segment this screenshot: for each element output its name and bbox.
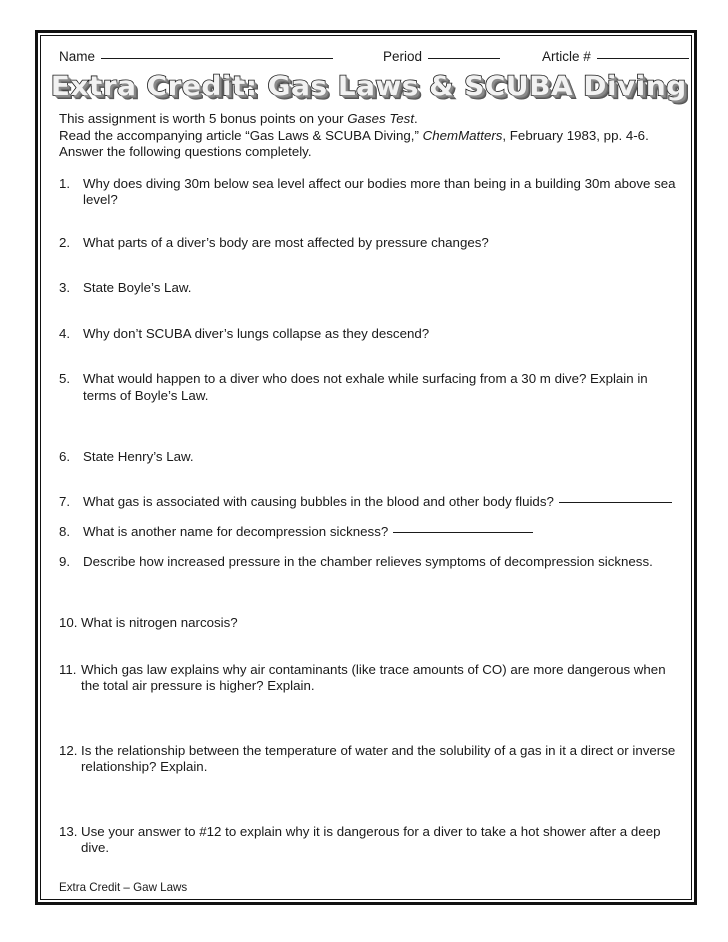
period-blank-line[interactable]: [428, 58, 500, 59]
question-text: [83, 494, 678, 511]
question-prompt: What is another name for decompression sickness?: [83, 524, 389, 539]
question-number: 11.: [59, 661, 77, 677]
student-info-header: [59, 49, 678, 64]
question-prompt: Use your answer to #12 to explain why it is dangerous for a diver to take a hot shower after a deep dive.: [81, 823, 661, 855]
question-item: [59, 371, 678, 404]
question-number: 10.: [59, 615, 78, 630]
question-prompt: Why don’t SCUBA diver’s lungs collapse as they descend?: [83, 325, 430, 341]
question-number: 8.: [59, 524, 71, 539]
question-prompt: Describe how increased pressure in the chamber relieves symptoms of decompression sickness.: [83, 553, 653, 569]
question-number: 9.: [59, 553, 71, 569]
question-number: 2.: [59, 234, 71, 250]
question-prompt: What parts of a diver’s body are most affected by pressure changes?: [83, 234, 489, 250]
instructions-line-1: [59, 111, 678, 128]
footer-text: Extra Credit – Gaw Laws: [59, 881, 188, 894]
question-item: [59, 743, 678, 776]
question-text: [81, 615, 678, 632]
answer-blank-line[interactable]: [559, 502, 672, 503]
question-item: [59, 280, 678, 297]
name-field[interactable]: [59, 49, 333, 64]
gases-test-emphasis: Gases Test: [347, 111, 415, 126]
question-prompt: State Henry’s Law.: [83, 449, 194, 464]
question-item: [59, 615, 678, 632]
worksheet-page: [38, 33, 700, 908]
question-prompt: Why does diving 30m below sea level affect our bodies more than being in a building 30m above sea level?: [83, 175, 676, 207]
instructions-line-1-pre: This assignment is worth 5 bonus points on your: [59, 111, 348, 126]
question-item: [59, 176, 678, 209]
question-item: [59, 326, 678, 343]
question-number: 1.: [59, 175, 71, 191]
question-text: [83, 326, 678, 343]
question-number: 12.: [59, 742, 78, 758]
article-number-label: Article #: [542, 49, 591, 64]
question-text: [81, 743, 678, 776]
page-title: Extra Credit: Gas Laws & SCUBA Diving: [50, 71, 687, 102]
instructions-line-2-post: , February 1983, pp. 4-6.: [502, 127, 649, 143]
question-item: [59, 554, 678, 571]
question-item: [59, 524, 678, 541]
chemmatters-emphasis: ChemMatters: [422, 127, 503, 143]
instructions-line-2-pre: Read the accompanying article “Gas Laws & SCUBA Diving,”: [59, 127, 423, 143]
instructions-line-1-post: .: [414, 111, 418, 126]
question-item: [59, 494, 678, 511]
question-prompt: Which gas law explains why air contaminants (like trace amounts of CO) are more dangerous when the total air pressure is higher? Explain.: [81, 661, 666, 693]
question-number: 6.: [59, 449, 71, 464]
instructions-line-2: [59, 128, 678, 145]
question-list: [59, 176, 678, 857]
name-label: Name: [59, 49, 96, 64]
question-item: [59, 235, 678, 252]
question-number: 7.: [59, 493, 71, 509]
question-number: 3.: [59, 280, 71, 295]
article-number-field[interactable]: [542, 49, 689, 64]
question-prompt: State Boyle’s Law.: [83, 280, 192, 295]
question-prompt: What gas is associated with causing bubbles in the blood and other body fluids?: [83, 493, 554, 509]
title-banner: [50, 70, 687, 104]
question-text: [83, 176, 678, 209]
question-prompt: Is the relationship between the temperature of water and the solubility of a gas in it a direct or inverse relationship? Explain.: [81, 742, 676, 774]
instructions-paragraph: [59, 111, 678, 161]
question-item: [59, 662, 678, 695]
page-border-frame: [35, 30, 697, 905]
question-prompt: What would happen to a diver who does not exhale while surfacing from a 30 m dive? Explain in terms of Boyle’s Law.: [83, 371, 648, 403]
question-text: [81, 662, 678, 695]
question-item: [59, 824, 678, 857]
question-number: 4.: [59, 325, 71, 341]
instructions-line-3: Answer the following questions completely.: [59, 144, 312, 159]
question-number: 13.: [59, 823, 78, 839]
question-item: [59, 449, 678, 466]
question-text: [83, 371, 678, 404]
question-text: [83, 235, 678, 252]
question-number: 5.: [59, 371, 71, 386]
question-text: [83, 280, 678, 297]
question-text: [83, 524, 678, 541]
article-number-blank-line[interactable]: [597, 58, 689, 59]
question-text: [81, 824, 678, 857]
question-prompt: What is nitrogen narcosis?: [81, 615, 238, 630]
question-text: [83, 449, 678, 466]
period-label: Period: [383, 49, 423, 64]
name-blank-line[interactable]: [101, 58, 333, 59]
answer-blank-line[interactable]: [393, 532, 533, 533]
question-text: [83, 554, 678, 571]
period-field[interactable]: [383, 49, 500, 64]
